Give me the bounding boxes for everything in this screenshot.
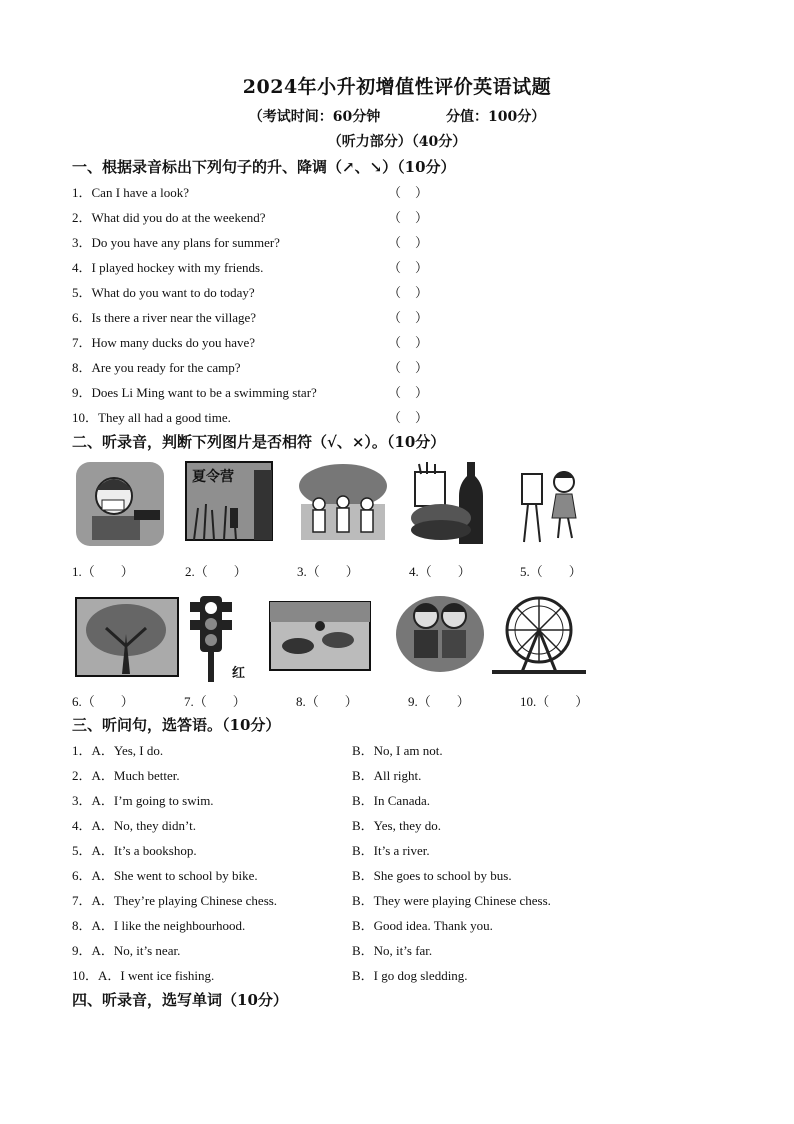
picture-7-traffic-light (186, 594, 248, 684)
picture-3-dancing-children (297, 460, 389, 544)
section1-item: 2．What did you do at the weekend? (72, 210, 266, 225)
paren-open: （ (388, 261, 402, 276)
option-a[interactable]: 6．A．She went to school by bike. (72, 868, 258, 883)
paren-close: ） (414, 261, 428, 276)
option-b[interactable]: B．She goes to school by bus. (352, 868, 512, 883)
paren-open: （ (388, 336, 402, 351)
picture-7-answer[interactable]: 7.（ ） (184, 694, 246, 709)
option-a[interactable]: 1．A．Yes, I do. (72, 743, 164, 758)
paren-close: ） (414, 186, 428, 201)
picture-5-girl-painting (518, 460, 588, 544)
paren-close: ） (414, 411, 428, 426)
section1-item: 9．Does Li Ming want to be a swimming star? (72, 385, 317, 400)
section1-heading: 一、根据录音标出下列句子的升、降调（↗、↘）（10分） (72, 158, 456, 176)
option-a[interactable]: 2．A．Much better. (72, 768, 180, 783)
section1-item: 6．Is there a river near the village? (72, 310, 257, 325)
paren-close: ） (414, 311, 428, 326)
option-b[interactable]: B．I go dog sledding. (352, 968, 468, 983)
picture-5-answer[interactable]: 5.（ ） (520, 564, 582, 579)
traffic-light-red-label: 红 (232, 666, 246, 681)
section1-item: 10．They all had a good time. (72, 410, 231, 425)
section1-item: 5．What do you want to do today? (72, 285, 255, 300)
option-b[interactable]: B．It’s a river. (352, 843, 430, 858)
section1-item: 3．Do you have any plans for summer? (72, 235, 280, 250)
answer-blank[interactable] (388, 407, 428, 426)
picture-10-ferris-wheel (488, 592, 590, 676)
option-b[interactable]: B．Good idea. Thank you. (352, 918, 493, 933)
paren-open: （ (388, 411, 402, 426)
option-a[interactable]: 3．A．I’m going to swim. (72, 793, 214, 808)
picture-10-answer[interactable]: 10.（ ） (520, 694, 589, 709)
picture-6-answer[interactable]: 6.（ ） (72, 694, 134, 709)
answer-blank[interactable] (388, 282, 428, 301)
answer-blank[interactable] (388, 357, 428, 376)
picture-8-answer[interactable]: 8.（ ） (296, 694, 358, 709)
picture-4-answer[interactable]: 4.（ ） (409, 564, 471, 579)
answer-blank[interactable] (388, 382, 428, 401)
option-a[interactable]: 10．A．I went ice fishing. (72, 968, 215, 983)
paren-close: ） (414, 236, 428, 251)
paren-open: （ (388, 361, 402, 376)
option-a[interactable]: 4．A．No, they didn’t. (72, 818, 196, 833)
exam-info (0, 106, 794, 126)
option-b[interactable]: B．No, I am not. (352, 743, 443, 758)
picture-9-answer[interactable]: 9.（ ） (408, 694, 470, 709)
page-title: 2024年小升初增值性评价英语试题 (242, 76, 552, 98)
paren-open: （ (388, 286, 402, 301)
picture-8-running-dogs (268, 600, 372, 672)
paren-open: （ (388, 211, 402, 226)
picture-2-answer[interactable]: 2.（ ） (185, 564, 247, 579)
paren-open: （ (388, 186, 402, 201)
picture-2-summer-camp (184, 460, 276, 542)
paren-open: （ (388, 236, 402, 251)
camp-sign-text: 夏令营 (192, 469, 234, 485)
section1-item: 1．Can I have a look? (72, 185, 189, 200)
section3-heading: 三、听问句，选答语。（10分） (72, 716, 281, 734)
exam-score: 分值：100分） (446, 109, 546, 125)
answer-blank[interactable] (388, 257, 428, 276)
option-b[interactable]: B．No, it’s far. (352, 943, 433, 958)
answer-blank[interactable] (388, 207, 428, 226)
paren-close: ） (414, 211, 428, 226)
picture-1-answer[interactable]: 1.（ ） (72, 564, 134, 579)
option-a[interactable]: 5．A．It’s a bookshop. (72, 843, 197, 858)
section1-item: 8．Are you ready for the camp? (72, 360, 241, 375)
option-b[interactable]: B．Yes, they do. (352, 818, 441, 833)
picture-9-two-kids (392, 590, 488, 674)
answer-blank[interactable] (388, 332, 428, 351)
option-a[interactable]: 7．A．They’re playing Chinese chess. (72, 893, 278, 908)
option-b[interactable]: B．They were playing Chinese chess. (352, 893, 551, 908)
option-a[interactable]: 9．A．No, it’s near. (72, 943, 181, 958)
picture-3-answer[interactable]: 3.（ ） (297, 564, 359, 579)
paren-close: ） (414, 361, 428, 376)
section1-item: 4．I played hockey with my friends. (72, 260, 264, 275)
option-b[interactable]: B．In Canada. (352, 793, 430, 808)
picture-6-tree (74, 596, 180, 678)
option-b[interactable]: B．All right. (352, 768, 422, 783)
paren-close: ） (414, 386, 428, 401)
paren-open: （ (388, 311, 402, 326)
section2-heading: 二、听录音，判断下列图片是否相符（√、×）。（10分） (72, 433, 446, 451)
section1-item: 7．How many ducks do you have? (72, 335, 256, 350)
paren-open: （ (388, 386, 402, 401)
listening-part-label: （听力部分）（40分） (327, 134, 467, 150)
picture-1-sick-boy (74, 460, 166, 548)
picture-4-fast-food (407, 460, 491, 546)
paren-close: ） (414, 336, 428, 351)
option-a[interactable]: 8．A．I like the neighbourhood. (72, 918, 246, 933)
answer-blank[interactable] (388, 307, 428, 326)
answer-blank[interactable] (388, 232, 428, 251)
section4-heading: 四、听录音，选写单词（10分） (72, 991, 288, 1009)
answer-blank[interactable] (388, 182, 428, 201)
exam-time: （考试时间：60分钟 (248, 109, 381, 125)
paren-close: ） (414, 286, 428, 301)
